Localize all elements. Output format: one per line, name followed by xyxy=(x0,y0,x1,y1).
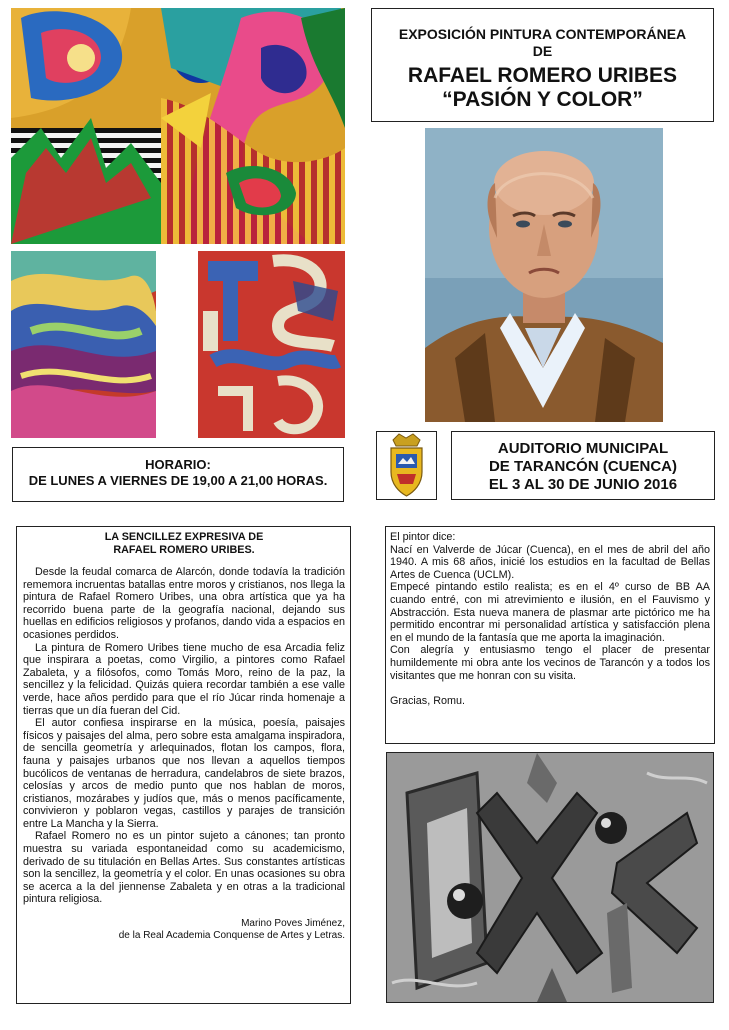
coat-of-arms-icon xyxy=(377,432,436,499)
article-title-line2: RAFAEL ROMERO URIBES. xyxy=(113,544,255,556)
artist-portrait xyxy=(425,128,663,422)
statement-paragraph: Con alegría y entusiasmo tengo el placer de presentar humildemente mi obra ante los vecinos de Tarancón y a todos los visitantes que me honran con su visita. xyxy=(390,644,710,682)
signature-affiliation: de la Real Academia Conquense de Artes y Letras. xyxy=(118,930,345,942)
article-paragraph: Desde la feudal comarca de Alarcón, donde todavía la tradición rememora incruentas batallas entre moros y cristianos, nos llega la pintura de Rafael Romero Uribes, una obra artística que ya ha recorrido buena parte de la geografía nacional, dejando sus huellas en edificios religiosos y profanos, dando vida a espacios en ocasiones perdidos. xyxy=(23,566,345,641)
article-paragraph: Rafael Romero no es un pintor sujeto a cánones; tan pronto muestra su variada espontaneidad como su academicismo, derivado de su titulación en Bellas Artes. Sus constantes artísticas son la sencillez, la geometría y el color. En unas ocasiones su obra se acerca a la del jiennense Zabaleta y en otras a la tradicional pintura religiosa. xyxy=(23,830,345,906)
statement-intro: El pintor dice: xyxy=(390,531,456,543)
abstract-painting-swirl xyxy=(11,251,156,438)
exhibition-subtitle: “PASIÓN Y COLOR” xyxy=(442,88,643,111)
exhibition-dates: EL 3 AL 30 DE JUNIO 2016 xyxy=(488,476,678,493)
bw-sculpture-artwork xyxy=(386,752,714,1003)
exhibition-heading: EXPOSICIÓN PINTURA CONTEMPORÁNEA xyxy=(398,26,687,42)
artist-name: RAFAEL ROMERO URIBES xyxy=(407,64,678,87)
statement-paragraph: Empecé pintando estilo realista; es en el 4º curso de BB AA cuando entré, con mi atrevimiento e ilusión, en el Fauvismo y Abstracción. Esta nueva manera de plasmar arte pictórico me ha permitido encontrar mi personalidad artística y satisfacción plena en el mundo de la fantasía que me aporta la imaginación. xyxy=(390,581,710,644)
article-title xyxy=(23,531,345,557)
article-signature xyxy=(23,918,345,942)
abstract-painting-lettering xyxy=(198,251,345,438)
article-paragraph: El autor confiesa inspirarse en la música, poesía, paisajes físicos y paisajes del alma, pero sobre esta amalgama inspiradora, de sencilla geometría y arlequinados, flotan los campos, flora, fauna y paisajes urbanos que nos llevan a aquellos tiempos bucólicos de ventanas de herradura, candelabros de siete brazos, celosías y arcos de medio punto que nos hablan de moros, cristianos, mozárabes y judíos que, más o menos pacíficamente, convivieron y poblaron vegas, castillos y parajes de transición entre La Mancha y la Sierra. xyxy=(23,717,345,830)
exhibition-heading-de: DE xyxy=(532,43,553,59)
critic-article xyxy=(16,526,351,1004)
abstract-painting-large xyxy=(11,8,345,244)
venue-box xyxy=(451,431,715,500)
article-title-line1: LA SENCILLEZ EXPRESIVA DE xyxy=(104,531,264,543)
statement-closing: Gracias, Romu. xyxy=(390,695,465,708)
venue-name: AUDITORIO MUNICIPAL xyxy=(497,440,669,457)
schedule-label: HORARIO: xyxy=(145,457,211,472)
artist-statement xyxy=(385,526,715,744)
schedule-box xyxy=(12,447,344,502)
venue-city: DE TARANCÓN (CUENCA) xyxy=(488,458,678,475)
statement-paragraph: Nací en Valverde de Júcar (Cuenca), en el mes de abril del año 1940. A mis 68 años, inicié los estudios en la facultad de Bellas Artes de Cuenca (UCLM). xyxy=(390,543,710,581)
municipal-shield-box xyxy=(376,431,437,500)
signature-name: Marino Poves Jiménez, xyxy=(241,918,345,930)
exhibition-title-box xyxy=(371,8,714,122)
schedule-hours: DE LUNES A VIERNES DE 19,00 A 21,00 HORAS. xyxy=(28,473,328,488)
article-paragraph: La pintura de Romero Uribes tiene mucho de esa Arcadia feliz que inspirara a poetas, como Virgilio, a pintores como Rafael Zabaleta, y a filósofos, como Tomás Moro, reino de la paz, la sencillez y la felicidad. Quizás quiera recordar también a ese valle verde, hace años perdido para que el río Júcar rinda homenaje a tierras que un día fueran del Cid. xyxy=(23,641,345,717)
